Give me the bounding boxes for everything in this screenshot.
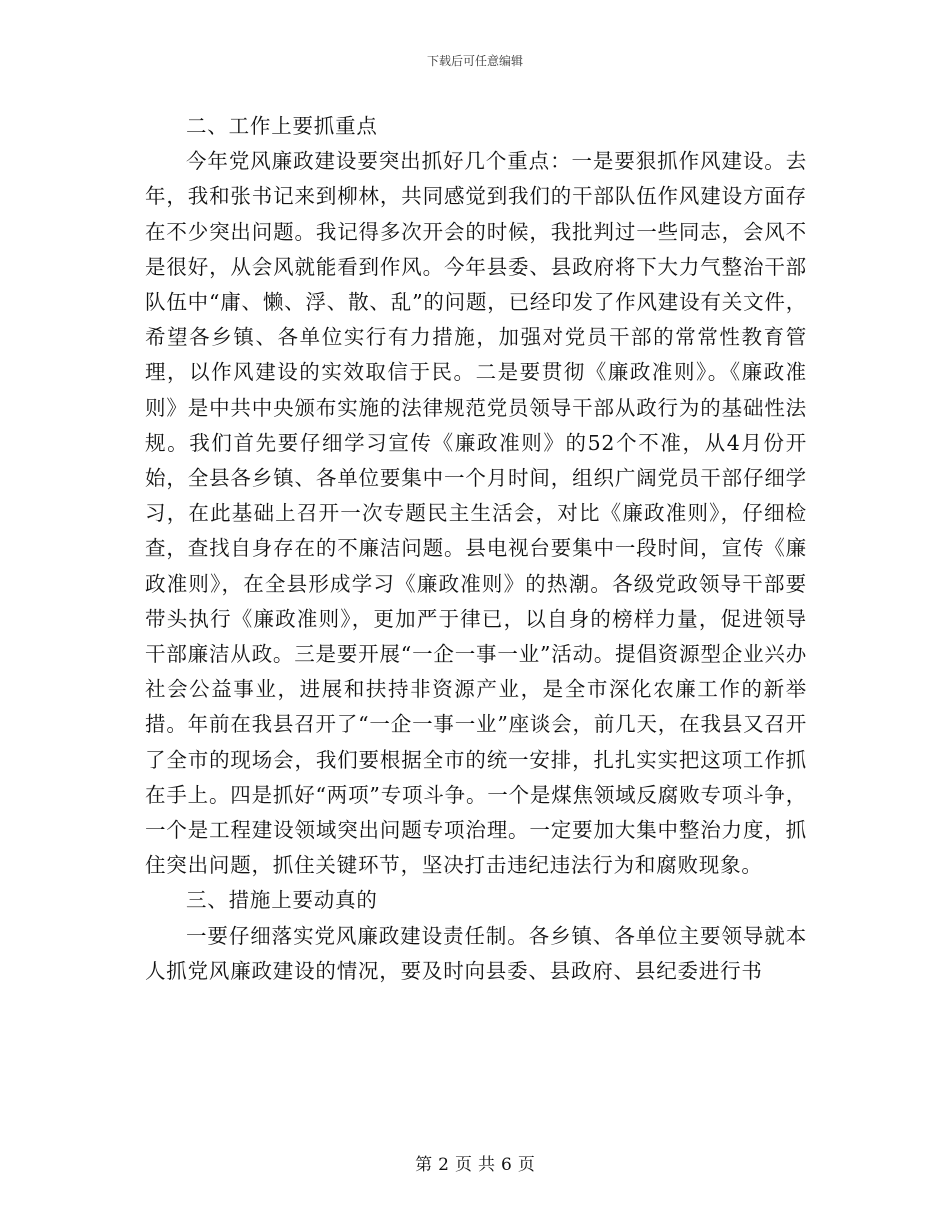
section-heading-3: 三、措施上要动真的 xyxy=(186,888,378,913)
page-footer xyxy=(0,1154,950,1176)
footer-prefix: 第 xyxy=(415,1155,433,1175)
page-header-note: 下载后可任意编辑 xyxy=(426,54,523,68)
paragraph-measures: 一要仔细落实党风廉政建设责任制。各乡镇、各单位主要领导就本人抓党风廉政建设的情况，要及时向县委、县政府、县纪委进行书 xyxy=(145,923,807,983)
footer-total-pages: 6 xyxy=(501,1155,512,1175)
footer-total-word: 共 xyxy=(478,1155,495,1175)
footer-page-word: 页 xyxy=(455,1155,472,1175)
footer-current-page: 2 xyxy=(438,1155,449,1175)
footer-suffix: 页 xyxy=(517,1155,535,1175)
document-body xyxy=(145,109,807,989)
paragraph-key-points: 今年党风廉政建设要突出抓好几个重点：一是要狠抓作风建设。去年，我和张书记来到柳林，共同感觉到我们的干部队伍作风建设方面存在不少突出问题。我记得多次开会的时候，我批判过一些同志，会风不是很好，从会风就能看到作风。今年县委、县政府将下大力气整治干部队伍中“庸、懒、浮、散、乱”的问题，已经印发了作风建设有关文件，希望各乡镇、各单位实行有力措施，加强对党员干部的常常性教育管理，以作风建设的实效取信于民。二是要贯彻《廉政准则》。《廉政准则》是中共中央颁布实施的法律规范党员领导干部从政行为的基础性法规。我们首先要仔细学习宣传《廉政准则》的52个不准，从4月份开始，全县各乡镇、各单位要集中一个月时间，组织广阔党员干部仔细学习，在此基础上召开一次专题民主生活会，对比《廉政准则》，仔细检查，查找自身存在的不廉洁问题。县电视台要集中一段时间，宣传《廉政准则》，在全县形成学习《廉政准则》的热潮。各级党政领导干部要带头执行《廉政准则》，更加严于律已，以自身的榜样力量，促进领导干部廉洁从政。三是要开展“一企一事一业”活动。提倡资源型企业兴办社会公益事业，进展和扶持非资源产业，是全市深化农廉工作的新举措。年前在我县召开了“一企一事一业”座谈会，前几天，在我县又召开了全市的现场会，我们要根据全市的统一安排，扎扎实实把这项工作抓在手上。四是抓好“两项”专项斗争。一个是煤焦领域反腐败专项斗争，一个是工程建设领域突出问题专项治理。一定要加大集中整治力度，抓住突出问题，抓住关键环节，坚决打击违纪违法行为和腐败现象。 xyxy=(145,149,807,878)
section-heading-2: 二、工作上要抓重点 xyxy=(186,114,378,138)
